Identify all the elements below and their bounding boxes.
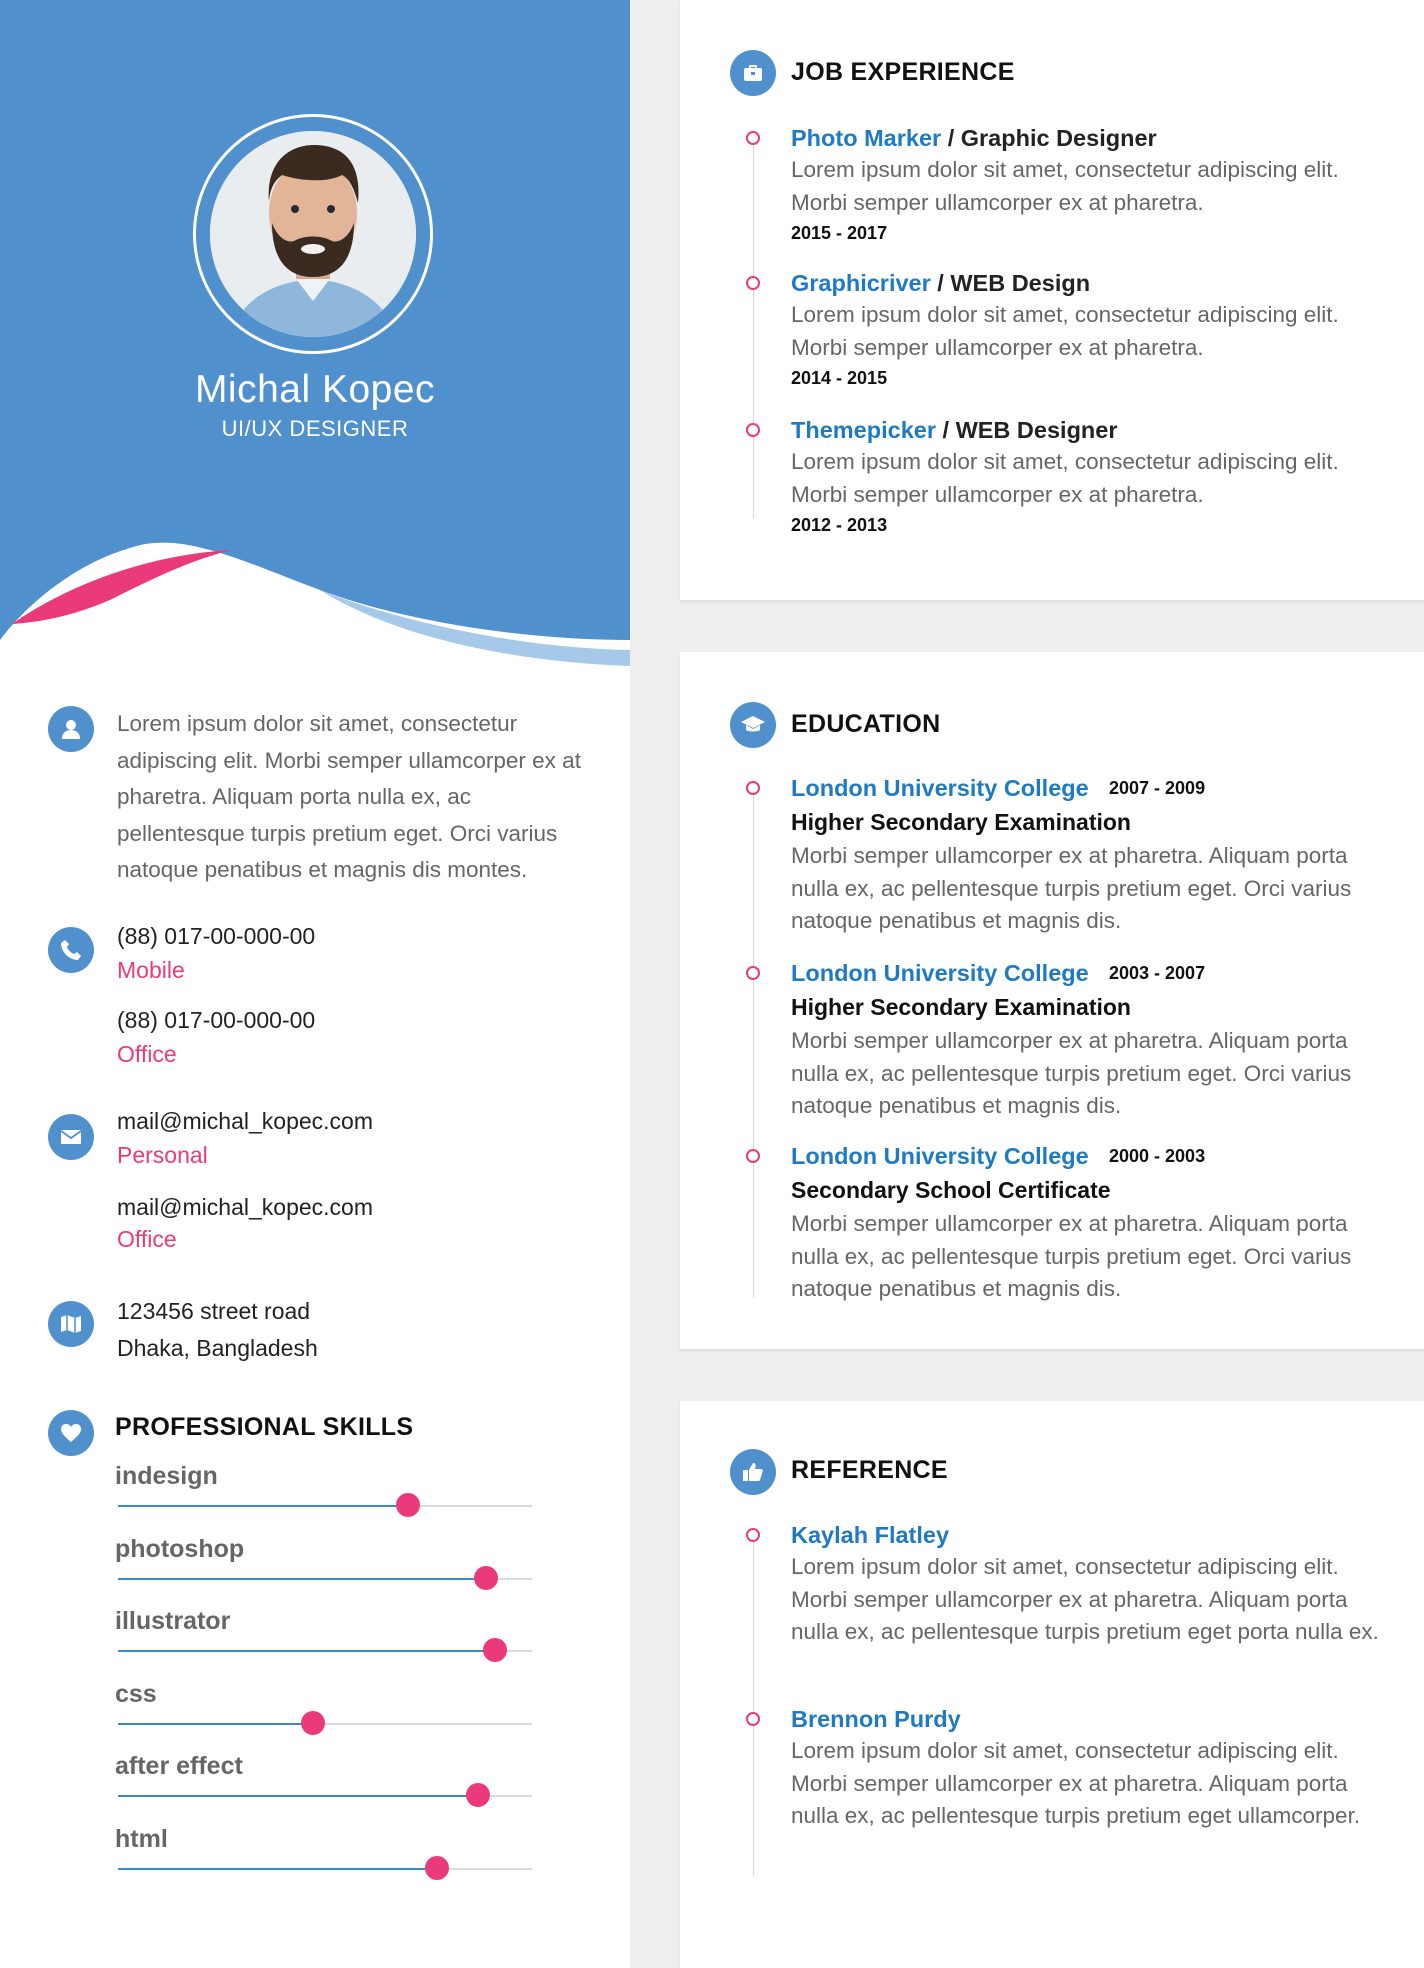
experience-desc: Lorem ipsum dolor sit amet, consectetur adipiscing elit. Morbi semper ullamcorper ex at pharetra. [791,157,1339,215]
skill-row [115,1462,535,1520]
skill-slider[interactable] [118,1505,532,1507]
map-icon [48,1301,94,1347]
skill-row [115,1752,535,1810]
timeline-dot [746,966,760,980]
experience-title: JOB EXPERIENCE [791,58,1015,86]
reference-card [680,1401,1424,1968]
experience-item [791,267,1391,392]
skill-row [115,1680,535,1738]
email-personal[interactable]: mail@michal_kopec.com [117,1108,373,1134]
timeline-dot [746,276,760,290]
education-school[interactable]: London University College [791,1143,1089,1169]
experience-years: 2014 - 2015 [791,368,888,388]
education-desc: Morbi semper ullamcorper ex at pharetra. Aliquam porta nulla ex, ac pellentesque turpis pretium eget. Orci varius natoque penatibus et magnis dis. [791,1028,1352,1118]
education-degree: Higher Secondary Examination [791,809,1131,835]
experience-timeline [753,138,754,518]
email-office[interactable]: mail@michal_kopec.com [117,1194,373,1220]
phone-office-label: Office [117,1041,177,1067]
skills-title: PROFESSIONAL SKILLS [115,1413,414,1441]
skill-row [115,1535,535,1593]
education-school[interactable]: London University College [791,775,1089,801]
education-card [680,652,1424,1349]
experience-desc: Lorem ipsum dolor sit amet, consectetur adipiscing elit. Morbi semper ullamcorper ex at pharetra. [791,449,1339,507]
skill-fill [118,1868,437,1870]
graduation-cap-icon [730,702,776,748]
education-school[interactable]: London University College [791,960,1089,986]
reference-title: REFERENCE [791,1456,948,1484]
phone-office[interactable]: (88) 017-00-000-00 [117,1007,316,1033]
timeline-dot [746,1528,760,1542]
skill-slider[interactable] [118,1650,532,1652]
experience-role: / Graphic Designer [941,125,1157,151]
experience-company[interactable]: Themepicker [791,417,936,443]
timeline-dot [746,423,760,437]
skill-fill [118,1505,408,1507]
profile-role: UI/UX DESIGNER [221,416,409,441]
experience-years: 2015 - 2017 [791,223,888,243]
reference-desc: Lorem ipsum dolor sit amet, consectetur adipiscing elit. Morbi semper ullamcorper ex at pharetra. Aliquam porta nulla ex, ac pellentesque turpis pretium eget porta nulla ex. [791,1554,1379,1644]
briefcase-icon [730,50,776,96]
education-item [791,1140,1391,1306]
skill-label: css [115,1679,157,1708]
phone-mobile-label: Mobile [117,957,185,983]
skill-label: illustrator [115,1607,231,1635]
education-desc: Morbi semper ullamcorper ex at pharetra. Aliquam porta nulla ex, ac pellentesque turpis pretium eget. Orci varius natoque penatibus et magnis dis. [791,1211,1352,1301]
timeline-dot [746,1149,760,1163]
skill-fill [118,1723,313,1725]
skill-slider[interactable] [118,1795,532,1797]
education-timeline [753,788,754,1298]
timeline-dot [746,781,760,795]
education-years: 2000 - 2003 [1109,1146,1206,1166]
skill-fill [118,1650,495,1652]
experience-desc: Lorem ipsum dolor sit amet, consectetur adipiscing elit. Morbi semper ullamcorper ex at pharetra. [791,302,1339,360]
phone-icon [48,927,94,973]
reference-name[interactable]: Brennon Purdy [791,1706,961,1732]
timeline-dot [746,131,760,145]
skill-row [115,1607,535,1665]
reference-timeline [753,1536,754,1876]
education-item [791,772,1391,938]
heart-icon [48,1410,94,1456]
education-years: 2007 - 2009 [1109,778,1206,798]
skill-handle[interactable] [301,1711,325,1735]
skill-handle[interactable] [483,1638,507,1662]
skill-label: indesign [115,1462,218,1490]
skill-handle[interactable] [425,1856,449,1880]
skill-fill [118,1578,486,1580]
timeline-dot [746,1712,760,1726]
experience-item [791,122,1391,247]
skill-slider[interactable] [118,1723,532,1725]
experience-item [791,414,1391,539]
mail-icon [48,1114,94,1160]
email-office-label: Office [117,1226,177,1252]
skill-handle[interactable] [466,1783,490,1807]
avatar [210,131,416,337]
experience-years: 2012 - 2013 [791,515,888,535]
education-title: EDUCATION [791,710,941,738]
skill-slider[interactable] [118,1868,532,1870]
reference-item [791,1519,1391,1649]
education-item [791,957,1391,1123]
user-icon [48,706,94,752]
skill-handle[interactable] [474,1566,498,1590]
skill-slider[interactable] [118,1578,532,1580]
reference-desc: Lorem ipsum dolor sit amet, consectetur adipiscing elit. Morbi semper ullamcorper ex at pharetra. Aliquam porta nulla ex, ac pellentesque turpis pretium eget ullamcorper. [791,1738,1361,1828]
education-degree: Higher Secondary Examination [791,994,1131,1020]
profile-name: Michal Kopec [194,368,436,411]
education-degree: Secondary School Certificate [791,1177,1111,1203]
experience-role: / WEB Designer [935,417,1118,443]
skill-label: photoshop [115,1534,245,1563]
sidebar [0,0,630,1968]
skill-label: html [115,1824,168,1853]
education-years: 2003 - 2007 [1109,963,1206,983]
education-desc: Morbi semper ullamcorper ex at pharetra. Aliquam porta nulla ex, ac pellentesque turpis pretium eget. Orci varius natoque penatibus et magnis dis. [791,843,1352,933]
reference-item [791,1703,1391,1833]
thumbs-up-icon [730,1449,776,1495]
email-personal-label: Personal [117,1142,208,1168]
about-text: Lorem ipsum dolor sit amet, consectetur adipiscing elit. Morbi semper ullamcorper ex at pharetra. Aliquam porta nulla ex, ac pellentesque turpis pretium eget. Orci varius natoque penatibus et magnis dis montes. [117,711,581,882]
skill-label: after effect [115,1752,243,1780]
skill-handle[interactable] [396,1493,420,1517]
experience-company[interactable]: Graphicriver [791,270,931,296]
address-line2: Dhaka, Bangladesh [117,1335,318,1361]
phone-mobile[interactable]: (88) 017-00-000-00 [117,923,316,949]
reference-name[interactable]: Kaylah Flatley [791,1522,950,1548]
experience-role: / WEB Design [930,270,1091,296]
experience-card [680,0,1424,600]
skill-row [115,1825,535,1883]
address-line1: 123456 street road [117,1298,311,1324]
skill-fill [118,1795,478,1797]
experience-company[interactable]: Photo Marker [791,125,942,151]
